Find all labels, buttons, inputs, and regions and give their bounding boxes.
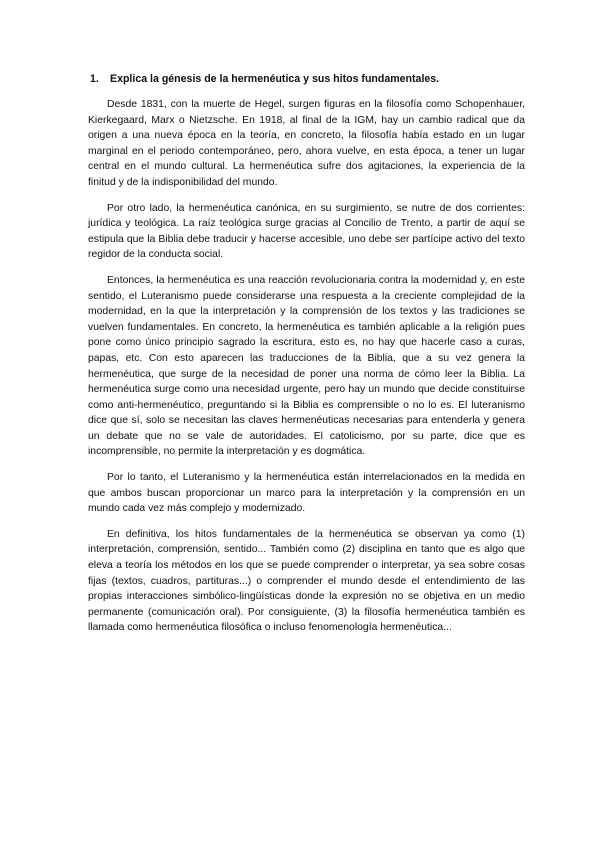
question-title: Explica la génesis de la hermenéutica y sus hitos fundamentales. xyxy=(110,73,440,85)
paragraph-1: Desde 1831, con la muerte de Hegel, surgen figuras en la filosofía como Schopenhauer, Kierkegaard, Marx o Nietzsche. En 1918, al final de la IGM, hay un cambio radical que da origen a una nueva época en la teoría, en concreto, la filosofía había estado en un lugar marginal en el periodo contemporáneo, pero, ahora vuelve, en esta época, a tener un lugar central en el mundo cultural. La hermenéutica sufre dos agitaciones, la experiencia de la finitud y de la indisponibilidad del mundo. xyxy=(88,99,525,188)
paragraph-4: Por lo tanto, el Luteranismo y la hermenéutica están interrelacionados en la medida en que ambos buscan proporcionar un marco para la interpretación y la comprensión en un mundo cada vez más complejo y modernizado. xyxy=(88,472,525,515)
question-number: 1. xyxy=(90,73,99,85)
paragraph-2: Por otro lado, la hermenéutica canónica, en su surgimiento, se nutre de dos corrientes: jurídica y teológica. La raíz teológica surge gracias al Concilio de Trento, a partir de aquí se estipula que la Biblia debe traducir y hacerse accesible, uno debe ser partícipe activo del texto regidor de la conducta social. xyxy=(88,202,525,261)
paragraph-5: En definitiva, los hitos fundamentales de la hermenéutica se observan ya como (1) interpretación, comprensión, sentido... También como (2) disciplina en tanto que es algo que eleva a teoría los métodos en los que se puede comprender o interpretar, ya sea sobre cosas fijas (textos, cuadros, partituras...) o comprender el mundo desde el entendimiento de las propias interacciones simbólico-lingüísticas donde la expresión no se objetiva en un medio permanente (comunicación oral). Por consiguiente, (3) la filosofía hermenéutica también es llamada como hermenéutica filosófica o incluso fenomenología hermenéutica... xyxy=(88,528,525,634)
document-body xyxy=(88,72,525,646)
question-heading xyxy=(88,72,525,87)
paragraph-3: Entonces, la hermenéutica es una reacción revolucionaria contra la modernidad y, en este sentido, el Luteranismo puede considerarse una respuesta a la creciente complejidad de la modernidad, en la que la interpretación y la comprensión de los textos y las tradiciones se vuelven fundamentales. En concreto, la hermenéutica es también aplicable a la religión pues pone como único principio sagrado la escritura, esto es, no hay que hacerle caso a curas, papas, etc. Con esto aparecen las traducciones de la Biblia, que a su vez genera la hermenéutica, que surge de la necesidad de poner una norma de cómo leer la Biblia. La hermenéutica surge como una necesidad urgente, pero hay un mundo que decide constituirse como anti-hermenéutico, preguntando si la Biblia es comprensible o no lo es. El luteranismo dice que sí, solo se necesitan las claves hermenéuticas necesarias para entenderla y genera un debate que no se vale de autoridades. El catolicismo, por su parte, dice que es incomprensible, no permite la interpretación y es dogmática. xyxy=(88,274,525,458)
